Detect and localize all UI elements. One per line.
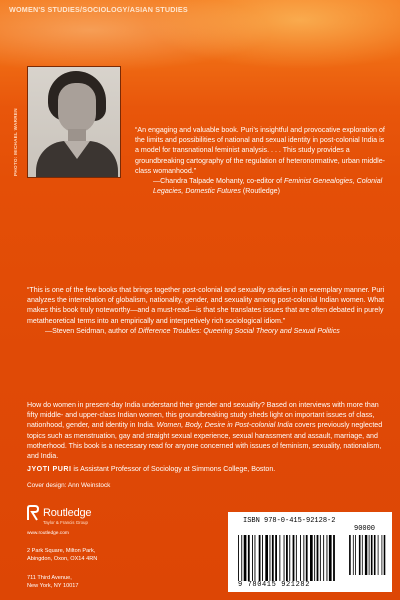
ean-digits: 9 780415 921282: [238, 581, 311, 589]
attribution-book-title: Difference Troubles: Queering Social Theory and Sexual Politics: [138, 326, 340, 335]
publisher-tagline: Taylor & Francis Group: [43, 520, 88, 525]
barcode-box: [228, 512, 392, 592]
publisher-name: Routledge: [43, 507, 92, 519]
publisher-address-uk: 2 Park Square, Milton Park, Abingdon, Oxon, OX14 4RN: [27, 548, 98, 562]
endorsement-quote-1: [135, 125, 390, 196]
author-photo: [27, 66, 121, 178]
barcode: [236, 535, 388, 581]
price-code: 90000: [354, 525, 376, 533]
quote-text: “An engaging and valuable book. Puri’s insightful and provocative exploration of the limits and possibilities of national and sexual identity in post-colonial India is a model for transnational feminist analysis. . . . This study provides a groundbreaking cartography of the regulation of heteronormative, urban middle-class womanhood.”: [135, 126, 386, 175]
author-name: JYOTI PURI: [27, 465, 72, 473]
author-bio: JYOTI PURI is Assistant Professor of Sociology at Simmons College, Boston.: [27, 465, 276, 473]
attribution-book-title: Feminist Genealogies, Colonial Legacies, Domestic Futures: [153, 177, 383, 196]
publisher-website: www.routledge.com: [27, 531, 69, 536]
category-label: WOMEN'S STUDIES/SOCIOLOGY/ASIAN STUDIES: [9, 5, 188, 14]
book-title: Women, Body, Desire in Post-colonial India: [156, 421, 293, 430]
quote-text: “This is one of the few books that brings together post-colonial and sexuality studies in an exemplary manner. Puri analyzes the interrelation of globalism, nationality, gender, and sexuality among post-colonial Indian women. What makes this book truly noteworthy—and a must-read—is that she translates issues that are often debated in purely metatheoretical terms into an empirically and interpretively rich sociological idiom.”: [27, 286, 385, 325]
quote-attribution: —Chandra Talpade Mohanty, co-editor of Feminist Genealogies, Colonial Legacies, Domestic Futures (Routledge): [153, 177, 383, 196]
cover-design-credit: Cover design: Ann Weinstock: [27, 482, 111, 489]
endorsement-quote-2: [27, 285, 390, 336]
quote-attribution: —Steven Seidman, author of Difference Troubles: Queering Social Theory and Sexual Politics: [45, 326, 340, 335]
isbn-text: ISBN 978-0-415-92128-2: [243, 517, 336, 525]
publisher-address-us: 711 Third Avenue, New York, NY 10017: [27, 575, 79, 589]
routledge-logo-icon: [27, 505, 39, 521]
publisher-block: [27, 505, 137, 590]
photo-credit: PHOTO: MICHAEL WARREN: [13, 108, 18, 176]
book-description: How do women in present-day India understand their gender and sexuality? Based on interviews with more than fifty middle- and upper-class Indian women, this groundbreaking study sheds light on important issues of class, nationhood, gender, and identity in India. Women, Body, Desire in Post-colonial India covers previously neglected topics such as menstruation, gay and straight sexual experience, sexual harassment and assault, marriage, and motherhood. This book is a necessary read for anyone concerned with issues of feminism, sexuality, nationalism, and India.: [27, 401, 383, 461]
